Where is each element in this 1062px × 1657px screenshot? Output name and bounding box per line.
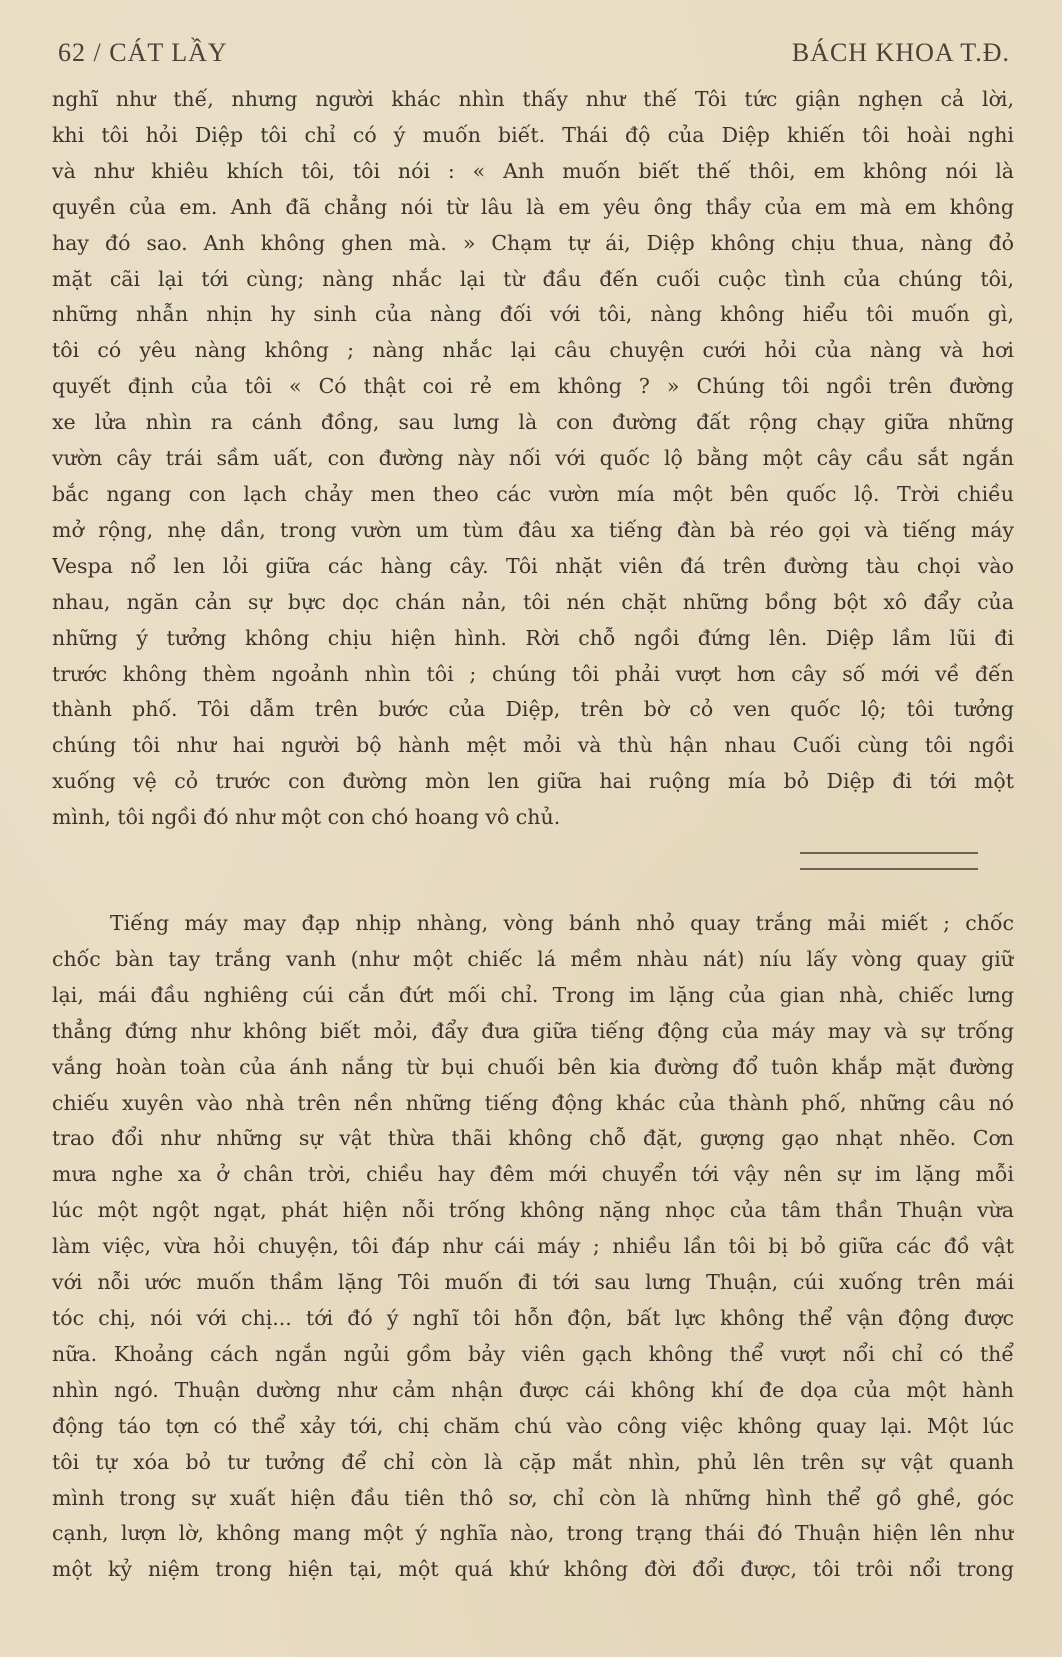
text-line: thẳng đứng như không biết mỏi, đẩy đưa giữa tiếng động của máy may và sự trống (52, 1018, 1014, 1043)
text-line: mưa nghe xa ở chân trời, chiều hay đêm mới chuyển tới vậy nên sự im lặng mỗi (52, 1162, 1014, 1187)
text-line: lúc một ngột ngạt, phát hiện nỗi trống không nặng nhọc của tâm thần Thuận vừa (52, 1198, 1014, 1223)
text-line: vườn cây trái sầm uất, con đường này nối với quốc lộ bằng một cây cầu sắt ngắn (52, 446, 1014, 471)
paragraph-2 (52, 906, 1014, 1588)
text-line: khi tôi hỏi Diệp tôi chỉ có ý muốn biết. Thái độ của Diệp khiến tôi hoài nghi (52, 122, 1014, 147)
header-page-title: 62 / CÁT LẦY (58, 38, 228, 67)
text-line: tôi có yêu nàng không ; nàng nhắc lại câu chuyện cưới hỏi của nàng và hơi (52, 338, 1014, 363)
divider-rule (800, 868, 978, 870)
text-line: những nhẫn nhịn hy sinh của nàng đối với tôi, nàng không hiểu tôi muốn gì, (52, 302, 1014, 327)
text-line: chúng tôi như hai người bộ hành mệt mỏi và thù hận nhau Cuối cùng tôi ngồi (52, 733, 1014, 758)
text-line: những ý tưởng không chịu hiện hình. Rời chỗ ngồi đứng lên. Diệp lầm lũi đi (52, 625, 1014, 650)
text-line: quyền của em. Anh đã chẳng nói từ lâu là em yêu ông thầy của em mà em không (52, 194, 1014, 219)
text-line: trước không thèm ngoảnh nhìn tôi ; chúng tôi phải vượt hơn cây số mới về đến (52, 661, 1014, 686)
text-line: hay đó sao. Anh không ghen mà. » Chạm tự ái, Diệp không chịu thua, nàng đỏ (52, 230, 1014, 255)
text-line: mình trong sự xuất hiện đầu tiên thô sơ, chỉ còn là những hình thể gồ ghề, góc (52, 1485, 1014, 1510)
paragraph-1 (52, 82, 1014, 836)
text-line: xe lửa nhìn ra cánh đồng, sau lưng là con đường đất rộng chạy giữa những (52, 410, 1014, 435)
section-divider (52, 836, 1014, 906)
text-line: tóc chị, nói với chị... tới đó ý nghĩ tôi hỗn độn, bất lực không thể vận động được (52, 1306, 1014, 1330)
text-line: tôi tự xóa bỏ tư tưởng để chỉ còn là cặp mắt nhìn, phủ lên trên sự vật quanh (52, 1449, 1014, 1474)
text-line: chốc bàn tay trắng vanh (như một chiếc lá mềm nhàu nát) níu lấy vòng quay giữ (52, 946, 1014, 971)
text-line: mình, tôi ngồi đó như một con chó hoang vô chủ. (52, 805, 561, 830)
text-line: nhau, ngăn cản sự bực dọc chán nản, tôi nén chặt những bồng bột xô đẩy của (52, 589, 1014, 614)
text-line: lại, mái đầu nghiêng cúi cắn đứt mối chỉ. Trong im lặng của gian nhà, chiếc lưng (52, 982, 1014, 1007)
divider-rule (800, 852, 978, 854)
header-publication: BÁCH KHOA T.Đ. (791, 38, 1010, 67)
text-line: bắc ngang con lạch chảy men theo các vườn mía một bên quốc lộ. Trời chiều (52, 481, 1014, 506)
text-line: mở rộng, nhẹ dần, trong vườn um tùm đâu xa tiếng đàn bà réo gọi và tiếng máy (52, 517, 1014, 542)
text-line: một kỷ niệm trong hiện tại, một quá khứ không đời đổi được, tôi trôi nổi trong (52, 1557, 1014, 1582)
text-line: với nỗi ước muốn thầm lặng Tôi muốn đi tới sau lưng Thuận, cúi xuống trên mái (52, 1270, 1014, 1295)
text-line: cạnh, lượn lờ, không mang một ý nghĩa nào, trong trạng thái đó Thuận hiện lên như (52, 1521, 1014, 1546)
text-line: xuống vệ cỏ trước con đường mòn len giữa hai ruộng mía bỏ Diệp đi tới một (52, 769, 1014, 794)
text-line: mặt cãi lại tới cùng; nàng nhắc lại từ đầu đến cuối cuộc tình của chúng tôi, (52, 266, 1014, 291)
text-line: quyết định của tôi « Có thật coi rẻ em không ? » Chúng tôi ngồi trên đường (52, 374, 1014, 399)
running-header (52, 38, 1014, 68)
text-line: và như khiêu khích tôi, tôi nói : « Anh muốn biết thế thôi, em không nói là (52, 158, 1014, 183)
text-line: thành phố. Tôi dẫm trên bước của Diệp, trên bờ cỏ ven quốc lộ; tôi tưởng (52, 697, 1014, 722)
text-line: động táo tợn có thể xảy tới, chị chăm chú vào công việc không quay lại. Một lúc (52, 1413, 1014, 1438)
text-line: nghĩ như thế, nhưng người khác nhìn thấy như thế Tôi tức giận nghẹn cả lời, (52, 87, 1014, 111)
text-line: nữa. Khoảng cách ngắn ngủi gồm bảy viên gạch không thể vượt nổi chỉ có thể (52, 1341, 1014, 1366)
text-line: Vespa nổ len lỏi giữa các hàng cây. Tôi nhặt viên đá trên đường tàu chọi vào (52, 553, 1014, 578)
text-line: chiếu xuyên vào nhà trên nền những tiếng động khác của thành phố, những câu nó (52, 1090, 1014, 1115)
text-line: trao đổi như những sự vật thừa thãi không chỗ đặt, gượng gạo nhạt nhẽo. Cơn (52, 1126, 1014, 1151)
text-line: vắng hoàn toàn của ánh nắng từ bụi chuối bên kia đường đổ tuôn khắp mặt đường (52, 1054, 1014, 1079)
text-line: làm việc, vừa hỏi chuyện, tôi đáp như cái máy ; nhiều lần tôi bị bỏ giữa các đồ vật (52, 1234, 1014, 1259)
text-line: Tiếng máy may đạp nhịp nhàng, vòng bánh nhỏ quay trắng mải miết ; chốc (110, 911, 1014, 936)
text-line: nhìn ngó. Thuận dường như cảm nhận được cái không khí đe dọa của một hành (52, 1377, 1014, 1402)
